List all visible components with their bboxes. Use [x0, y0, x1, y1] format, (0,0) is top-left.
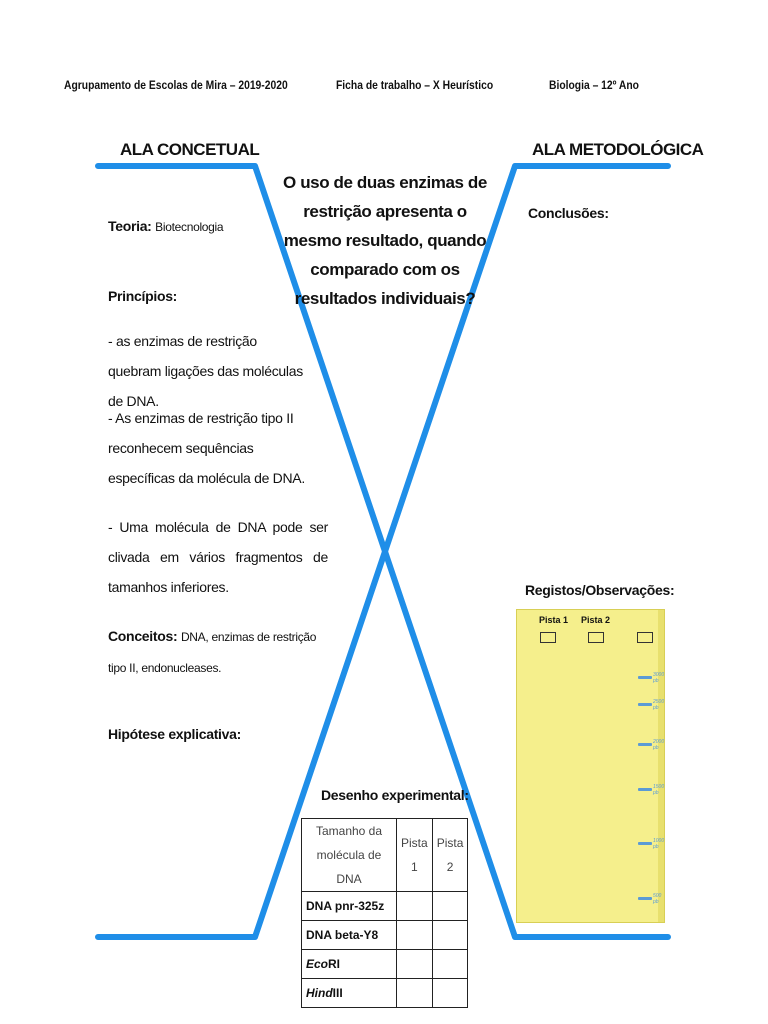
experimental-design-title: Desenho experimental: — [321, 787, 469, 803]
table-cell[interactable] — [397, 892, 433, 921]
concepts-value: DNA, enzimas de restrição tipo II, endonucleases. — [108, 630, 317, 675]
table-row-label: HindIII — [302, 979, 397, 1008]
gel-well — [588, 632, 604, 643]
principle-item: - Uma molécula de DNA pode ser clivada em vários fragmentos de tamanhos inferiores. — [108, 519, 328, 595]
table-row — [302, 921, 468, 950]
left-wing-title: ALA CONCETUAL — [120, 140, 260, 159]
ladder-label: 1500 pb — [653, 784, 665, 796]
ladder-label: 2000 pb — [653, 739, 665, 751]
right-wing-title: ALA METODOLÓGICA — [532, 140, 704, 159]
theory-value: Biotecnologia — [155, 220, 224, 234]
experimental-design-table — [301, 818, 468, 1008]
electrophoresis-gel — [516, 609, 665, 923]
ladder-label: 500 pb — [653, 893, 662, 905]
gel-well — [540, 632, 556, 643]
worksheet-title: Ficha de trabalho – X Heurístico — [336, 78, 494, 92]
table-header-cell: Pista 2 — [432, 819, 468, 892]
lane-label: Pista 1 — [539, 615, 569, 625]
table-row — [302, 892, 468, 921]
table-cell[interactable] — [432, 979, 468, 1008]
table-row — [302, 950, 468, 979]
table-cell[interactable] — [432, 892, 468, 921]
ladder-band — [638, 743, 652, 746]
ladder-label: 2500 pb — [653, 699, 665, 711]
theory-line — [108, 211, 223, 242]
subject-header: Biologia – 12º Ano — [549, 78, 639, 92]
ladder-label: 1000 pb — [653, 838, 665, 850]
school-header: Agrupamento de Escolas de Mira – 2019-2020 — [64, 78, 288, 92]
concepts-line — [108, 621, 336, 683]
ladder-band — [638, 897, 652, 900]
table-cell[interactable] — [397, 921, 433, 950]
table-row — [302, 979, 468, 1008]
records-label: Registos/Observações: — [525, 582, 675, 598]
hypothesis-label: Hipótese explicativa: — [108, 726, 241, 742]
table-header-row — [302, 819, 468, 892]
gel-well — [637, 632, 653, 643]
conclusions-label: Conclusões: — [528, 205, 609, 221]
ladder-band — [638, 842, 652, 845]
table-cell[interactable] — [432, 950, 468, 979]
principle-item: - as enzimas de restrição quebram ligações das moléculas de DNA. — [108, 333, 303, 409]
ladder-band — [638, 703, 652, 706]
table-cell[interactable] — [397, 979, 433, 1008]
ladder-band — [638, 788, 652, 791]
table-header-cell: Tamanho da molécula de DNA — [302, 819, 397, 892]
table-row-label: DNA beta-Y8 — [302, 921, 397, 950]
ladder-label: 3000 pb — [653, 672, 665, 684]
table-cell[interactable] — [432, 921, 468, 950]
table-row-label: DNA pnr-325z — [302, 892, 397, 921]
theory-label: Teoria: — [108, 218, 152, 234]
concepts-label: Conceitos: — [108, 628, 178, 644]
ladder-band — [638, 676, 652, 679]
principle-item: - As enzimas de restrição tipo II reconhecem sequências específicas da molécula de DNA. — [108, 410, 305, 486]
table-header-cell: Pista 1 — [397, 819, 433, 892]
focus-question: O uso de duas enzimas de restrição apresenta o mesmo resultado, quando comparado com os resultados individuais? — [283, 173, 487, 308]
principles-label: Princípios: — [108, 288, 178, 304]
lane-label: Pista 2 — [581, 615, 611, 625]
table-row-label: EcoRI — [302, 950, 397, 979]
table-cell[interactable] — [397, 950, 433, 979]
